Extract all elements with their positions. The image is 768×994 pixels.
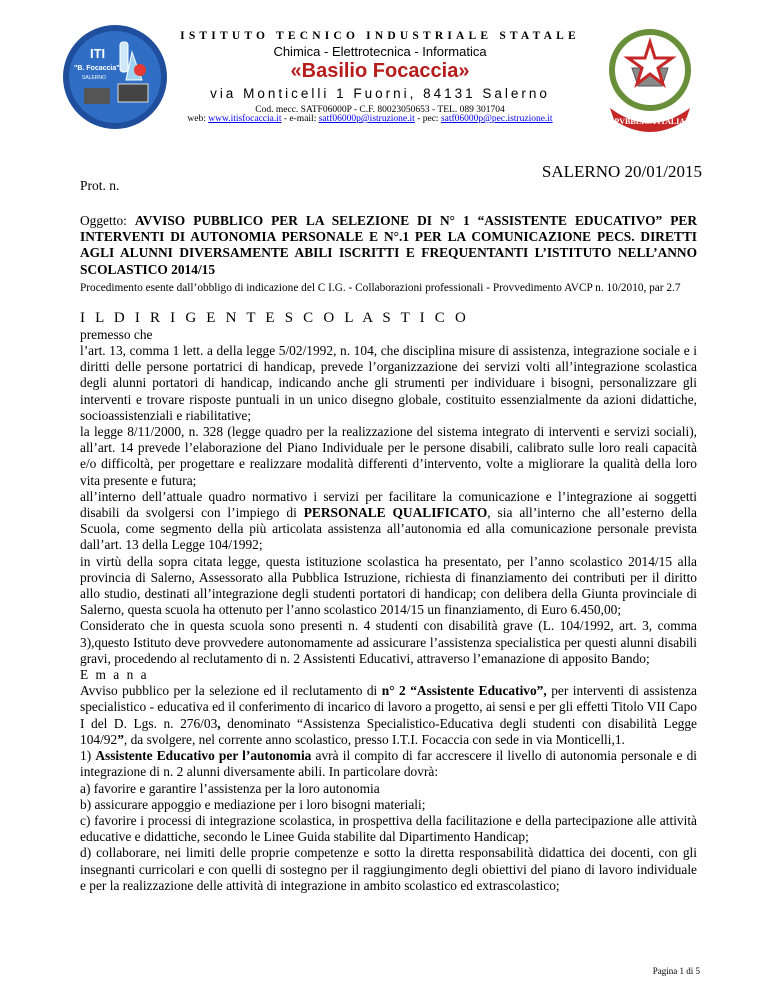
school-address: via Monticelli 1 Fuorni, 84131 Salerno — [210, 86, 550, 101]
list-item: c) favorire i processi di integrazione scolastica, in prospettiva della facilitazione e della partecipazione alle attività educative e didattiche, secondo le Linee Guida stabilite dal Dipartimento Handicap; — [80, 812, 697, 845]
dirigente-heading: I L D I R I G E N T E S C O L A S T I C O — [80, 309, 469, 326]
premesso-line: premesso che — [80, 326, 153, 342]
italian-republic-emblem — [596, 20, 704, 132]
paragraph: 1) Assistente Educativo per l’autonomia avrà il compito di far accrescere il livello di autonomia personale e di integrazione di n. 2 alunni diversamente abili. In particolare dovrà: — [80, 748, 697, 780]
svg-text:REPVBBLICA ITALIANA: REPVBBLICA ITALIANA — [603, 117, 697, 126]
emana-heading: E m a n a — [80, 667, 149, 683]
svg-text:"B. Focaccia": "B. Focaccia" — [74, 65, 120, 72]
paragraph: in virtù della sopra citata legge, questa istituzione scolastica ha presentato, per l’anno scolastico 2014/15 alla provincia di Salerno, Assessorato alla Pubblica Istruzione, richiesta di finanziamento dei contributi per il diritto allo studio, destinati all’integrazione degli studenti portatori di handicap; con delibera della Giunta provinciale di Salerno, questa scuola ha ottenuto per l’anno scolastico 2014/15 un finanziamento, di Euro 6.450,00; — [80, 553, 697, 618]
school-codes: Cod. mecc. SATF06000P - C.F. 80023050653 - TEL. 089 301704 — [255, 105, 505, 115]
document-body — [80, 213, 697, 894]
list-item: b) assicurare appoggio e mediazione per i loro bisogni materiali; — [80, 796, 426, 812]
subject: Oggetto: AVVISO PUBBLICO PER LA SELEZIONE DI N° 1 “ASSISTENTE EDUCATIVO” PER INTERVENTI DI AUTONOMIA PERSONALE E N°.1 PER LA COMUNICAZIONE PECS. DIRETTI AGLI ALUNNI DIVERSAMENTE ABILI ISCRITTI E FREQUENTANTI L’ISTITUTO NELL’ANNO SCOLASTICO 2014/15 — [80, 213, 697, 277]
institute-title: ISTITUTO TECNICO INDUSTRIALE STATALE — [180, 30, 580, 42]
paragraph: la legge 8/11/2000, n. 328 (legge quadro per la realizzazione del sistema integrato di interventi e servizi sociali), all’art. 14 prevede l’elaborazione del Piano Individuale per le persone disabili, calibrato sulle loro reali capacità e/o difficoltà, per progettare e realizzare modalità differenti d’intervento, volte a migliorare la qualità della loro vita presente e futura; — [80, 424, 697, 488]
svg-text:SALERNO: SALERNO — [82, 75, 106, 81]
procedure-note: Procedimento esente dall’obbligo di indicazione del C I.G. - Collaborazioni professionali - Provvedimento AVCP n. 10/2010, par 2.7 — [80, 281, 681, 294]
website-link[interactable]: www.itisfocaccia.it — [208, 114, 282, 124]
email-link[interactable]: satf06000p@istruzione.it — [318, 114, 415, 124]
paragraph: all’interno dell’attuale quadro normativo i servizi per facilitare la comunicazione e l’integrazione ai soggetti disabili da svolgersi con l’impiego di PERSONALE QUALIFICATO, sia all’interno che all’esterno della Scuola, come segmento della più articolata assistenza all’autonomia ed alla comunicazione personale prevista dall’art. 13 della Legge 104/1992; — [80, 488, 697, 553]
paragraph: Avviso pubblico per la selezione ed il reclutamento di n° 2 “Assistente Educativo”, per interventi di assistenza specialistico - educativa ed il conferimento di incarico di lavoro a progetto, ai sensi e per gli effetti Titolo VII Capo I del D. Lgs. n. 276/03, denominato “Assistenza Specialistico-Educativa degli studenti con disabilità Legge 104/92”, da svolgere, nel corrente anno scolastico, presso I.T.I. Focaccia con sede in via Monticelli,1. — [80, 683, 697, 747]
list-item: d) collaborare, nei limiti delle proprie competenze e sotto la diretta responsabilità didattica dei docenti, con gli insegnanti curricolari e con quelli di sostegno per il raggiungimento degli obiettivi del piano di lavoro individuale e per la realizzazione delle attività di integrazione in ambito scolastico ed extrascolastico; — [80, 845, 697, 893]
specializations: Chimica - Elettrotecnica - Informatica — [273, 44, 487, 59]
paragraph: Considerato che in questa scuola sono presenti n. 4 studenti con disabilità grave (L. 104/1992, art. 3, comma 3),questo Istituto deve provvedere autonomamente ad assicurare l’assistenza specialistica per questi alunni disabili gravi, procedendo al reclutamento di n. 2 Assistenti Educativi, attraverso l’emanazione di apposito Bando; — [80, 618, 697, 666]
pec-link[interactable]: satf06000p@pec.istruzione.it — [440, 114, 553, 124]
school-name: «Basilio Focaccia» — [290, 60, 470, 82]
list-item: a) favorire e garantire l’assistenza per la loro autonomia — [80, 780, 380, 796]
svg-text:ITI: ITI — [90, 46, 106, 61]
page-footer: Pagina 1 di 5 — [652, 966, 700, 976]
document-date: SALERNO 20/01/2015 — [541, 162, 702, 181]
paragraph: l’art. 13, comma 1 lett. a della legge 5/02/1992, n. 104, che disciplina misure di assistenza, integrazione sociale e i diritti delle persone portatrici di handicap, prevede l’organizzazione dei servizi volti all’integrazione scolastica degli alunni portatori di handicap, indicando anche gli strumenti per individuare i bisogni, personalizzare gli interventi e trovare risposte puntuali in un unico disegno globale, costituito essenzialmente da azioni didattiche, socioassistenziali e riabilitative; — [80, 343, 697, 423]
protocol-number: Prot. n. — [80, 178, 120, 193]
contact-line: web: www.itisfocaccia.it - e-mail: satf06000p@istruzione.it - pec: satf06000p@pec.istruzione.it — [187, 114, 553, 124]
